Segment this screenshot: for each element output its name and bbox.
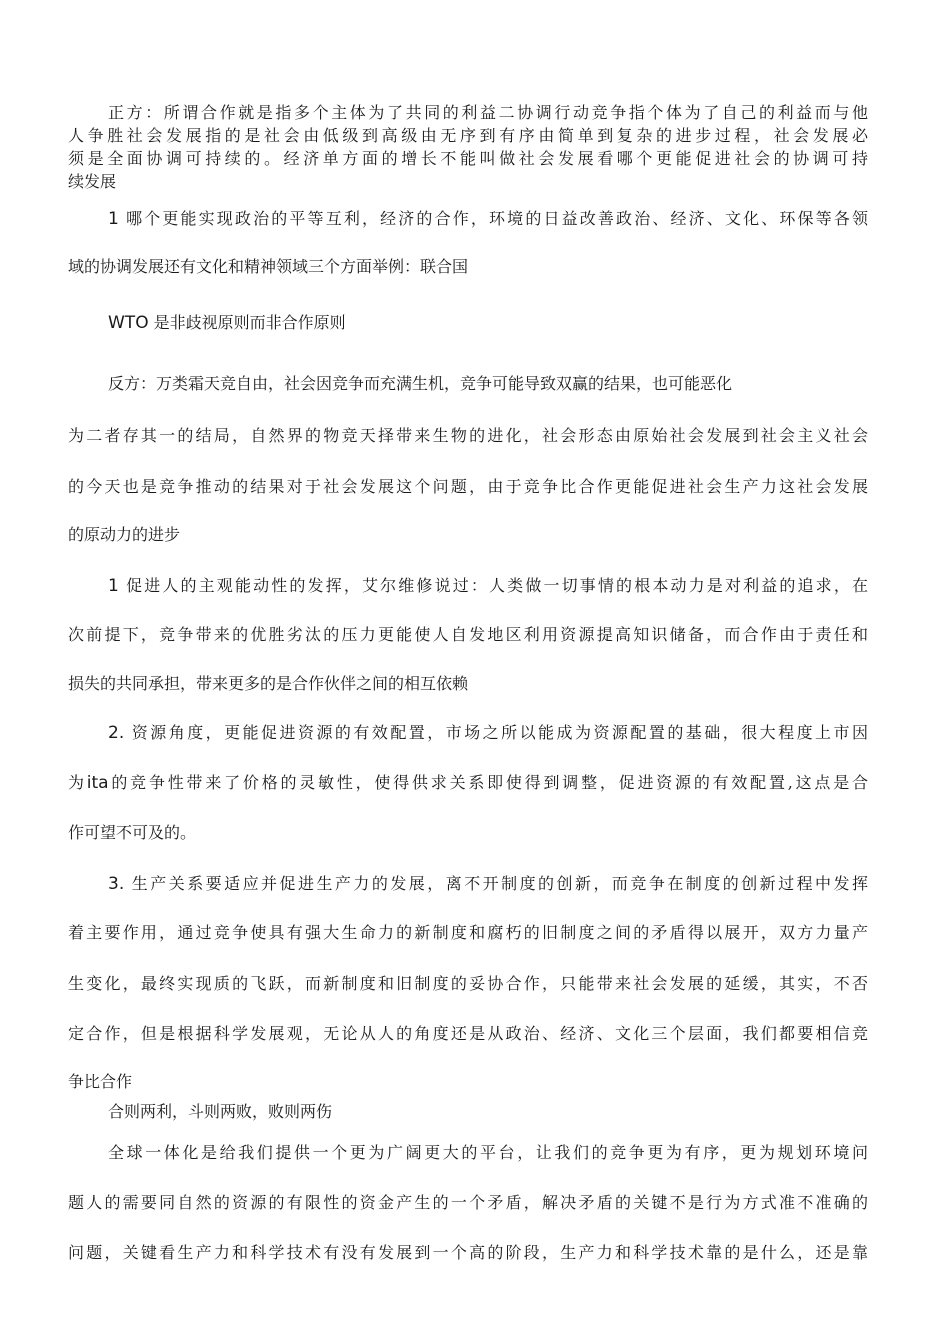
con-point-2-text: 资源角度，更能促进资源的有效配置，市场之所以能成为资源配置的基础，很大程度上市因 <box>131 723 868 742</box>
con-intro-line-1: 反方：万类霜天竞自由，社会因竞争而充满生机，竞争可能导致双赢的结果，也可能恶化 <box>108 374 733 393</box>
global-line-2: 题人的需要同自然的资源的有限性的资金产生的一个矛盾，解决矛盾的关键不是行为方式准不准确的 <box>68 1193 868 1212</box>
con-intro-line-4: 的原动力的进步 <box>68 525 181 544</box>
con-intro-line-3: 的今天也是竞争推动的结果对于社会发展这个问题，由于竞争比合作更能促进社会生产力这社会发展 <box>68 477 868 496</box>
wto-text: 是非歧视原则而非合作原则 <box>153 313 346 332</box>
con-point-1-number: 1 <box>108 576 119 596</box>
pro-line-2: 人争胜社会发展指的是社会由低级到高级由无序到有序由简单到复杂的进步过程，社会发展必 <box>68 126 868 145</box>
pro-point-1-number: 1 <box>108 209 119 229</box>
con-point-3-line-4: 定合作，但是根据科学发展观，无论从人的角度还是从政治、经济、文化三个层面，我们都要相信竞 <box>68 1024 868 1043</box>
con-point-3-number: 3. <box>108 874 125 894</box>
pro-line-3: 须是全面协调可持续的。经济单方面的增长不能叫做社会发展看哪个更能促进社会的协调可持 <box>68 149 868 168</box>
con-point-1-line-3: 损失的共同承担，带来更多的是合作伙伴之间的相互依赖 <box>68 674 469 693</box>
con-intro-line-2: 为二者存其一的结局，自然界的物竞天择带来生物的进化，社会形态由原始社会发展到社会主义社会 <box>68 426 868 445</box>
wto-acronym: WTO <box>108 313 149 333</box>
pro-line-1: 正方：所谓合作就是指多个主体为了共同的利益二协调行动竞争指个体为了自己的利益而与他 <box>108 103 868 122</box>
con-point-3-line-1 <box>108 873 868 895</box>
pro-point-1-text: 哪个更能实现政治的平等互利，经济的合作，环境的日益改善政治、经济、文化、环保等各领 <box>126 209 868 228</box>
con-point-2-ita: ita <box>86 773 109 793</box>
global-line-1: 全球一体化是给我们提供一个更为广阔更大的平台，让我们的竞争更为有序，更为规划环境问 <box>108 1143 868 1162</box>
con-point-3-text: 生产关系要适应并促进生产力的发展，离不开制度的创新，而竞争在制度的创新过程中发挥 <box>131 874 868 893</box>
pro-point-1-line-1 <box>108 208 868 230</box>
global-line-3: 问题，关键看生产力和科学技术有没有发展到一个高的阶段，生产力和科学技术靠的是什么，还是靠 <box>68 1243 868 1262</box>
con-point-3-line-3: 生变化，最终实现质的飞跃，而新制度和旧制度的妥协合作，只能带来社会发展的延缓，其实，不否 <box>68 974 868 993</box>
con-point-1-line-1 <box>108 575 868 597</box>
con-point-2-line-2-prefix: 为 <box>68 773 87 792</box>
pro-line-4: 续发展 <box>68 172 117 191</box>
con-point-3-line-5: 争比合作 <box>68 1072 133 1091</box>
con-point-2-line-2 <box>68 772 868 794</box>
con-point-1-line-2: 次前提下，竞争带来的优胜劣汰的压力更能使人自发地区利用资源提高知识储备，而合作由于责任和 <box>68 625 868 644</box>
pro-point-1-line-2: 域的协调发展还有文化和精神领域三个方面举例：联合国 <box>68 257 469 276</box>
con-point-2-line-3: 作可望不可及的。 <box>68 823 197 842</box>
con-point-2-number: 2. <box>108 723 125 743</box>
con-point-2-line-1 <box>108 722 868 744</box>
con-point-1-text: 促进人的主观能动性的发挥，艾尔维修说过：人类做一切事情的根本动力是对利益的追求，在 <box>126 576 868 595</box>
wto-line <box>108 312 868 334</box>
con-point-2-line-2-text: 的竞争性带来了价格的灵敏性，使得供求关系即使得到调整，促进资源的有效配置,这点是合 <box>108 773 868 792</box>
proverb-line: 合则两利，斗则两败，败则两伤 <box>108 1102 333 1121</box>
con-point-3-line-2: 着主要作用，通过竞争使具有强大生命力的新制度和腐朽的旧制度之间的矛盾得以展开，双方力量产 <box>68 923 868 942</box>
